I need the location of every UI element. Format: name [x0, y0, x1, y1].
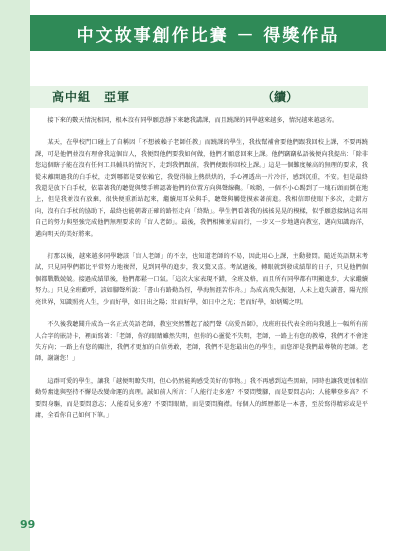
section-heading: 高中組 亞軍	[52, 90, 131, 104]
paragraph: 打那以後，越來越多同學聽該「盲人老師」的不幸，也知道老師的不易，因此用心上課，主動發問。隨近英語期末考試，只見同學們都比平常努力地複習，見到同學的進步，我又驚又喜。考試過後，轉眼就到發成績單的日子，只見他們個個都戰戰兢兢。接過成績單後，他們都鬆一口氣。「這次大家表現不錯，全班及格，而且所有同學都有明顯進步，大家繼續努力。」只見全班歡呼，該如腳聲所說：「書山有路勤為徑，學海無涯苦作舟。」為成高飛失振翅，人未上進失讀書，陽光照亮世界，知識照亮人生，少而好學，如日出之陽；壯而好學，如日中之光；老而好學，如炳燭之明。	[35, 253, 368, 306]
continued-label: （續）	[262, 90, 299, 104]
page-number: 99	[20, 518, 36, 531]
story-body	[35, 115, 368, 432]
title-banner	[30, 15, 386, 51]
paragraph: 不久後我聽聞升成為一名正式英語老師，教室突然響起了敲門聲《高愛吾師》，戊班班長代表全班向我遞上一幅所有前人合字的嵌詩卡，裡面寫著：「老師，你的眼睛雖然失明，但你的心靈從不失明，老師，一路上有您的教導，我們才不會迷失方向；一路上有您的關注，我們才更加的自信勇敢，老師，我們不是您最出色的學生，而您卻是我們最尊敬的老師。老師，謝謝您！」	[35, 321, 368, 363]
paragraph: 這群可愛的學生，讓我「越便明瞭失明，但心仍然能夠感受美好的事物。」我不再感到這些黑暗，同時也讓我更加相信勤勞奮進與堅持不懈是改變命運的真理。誠如前人所言：「人能行走多遠？不要問雙腳，而是要問志向；人能攀登多高？不要問身驅，而是要問意志；人能看見多遠？不要問眼睛，而是要問胸襟。每個人的經歷都是一本書，至於寫得精彩或是平庸，全看你自己如何下筆。」	[35, 377, 368, 419]
paragraph: 接下來的數天情況相同，根本沒有同學願意靜下來聽我講課，而且蹺課的同學越來越多，情況越來越惡劣。	[47, 117, 339, 124]
page-title: 中文故事創作比賽 － 得獎作品	[76, 25, 340, 46]
left-decorative-band	[0, 0, 30, 551]
paragraph: 某天，在學校門口碰上了自稱因「不想被賴子老師任教」而蹺課的學生，我找幫補會要他們跟我回校上課，不要再蹺課，可是他們並沒有理會我這個盲人，我便問他們要我如何做，他們才願意回來上課。他們竊竊私語後便向我提出：「除非您這個瞎子能在沒有任何工具輔具的情況下，走到我們跟前，我們便跟你回校上課。」這是一個難度極高的無理的要求，我從未離開過我的白手杖，走到哪都是要依賴它，我覺得臉上熱烘烘的，手心裡透出一片冷汗，感到沉重，不安。但是最終我還是放下白手杖，依靠著我的聽覺與雙手辨認著他們的位置方向與聲線鞠。「唉喲，一個不小心踢到了一塊石頭而倒在地上，但是我並沒有放棄，很快便重新站起來，繼續用耳朵與手，聽聲與觸覺摸索著前進。我相信即使眼下多次，走錯方向，沒有白手杖的協助下，最終也能朝著正確的路徑走向「終點」。學生們看著我的搖搖晃晃的模樣，似乎願意接納這名用自己的努力與堅強完成他們無理要求的「盲人老師」。最後，我們相擁並肩而行，一步又一步地邁向教室，邁向知識海洋，邁向明天的美好將來。	[35, 139, 368, 238]
section-header	[30, 86, 368, 108]
